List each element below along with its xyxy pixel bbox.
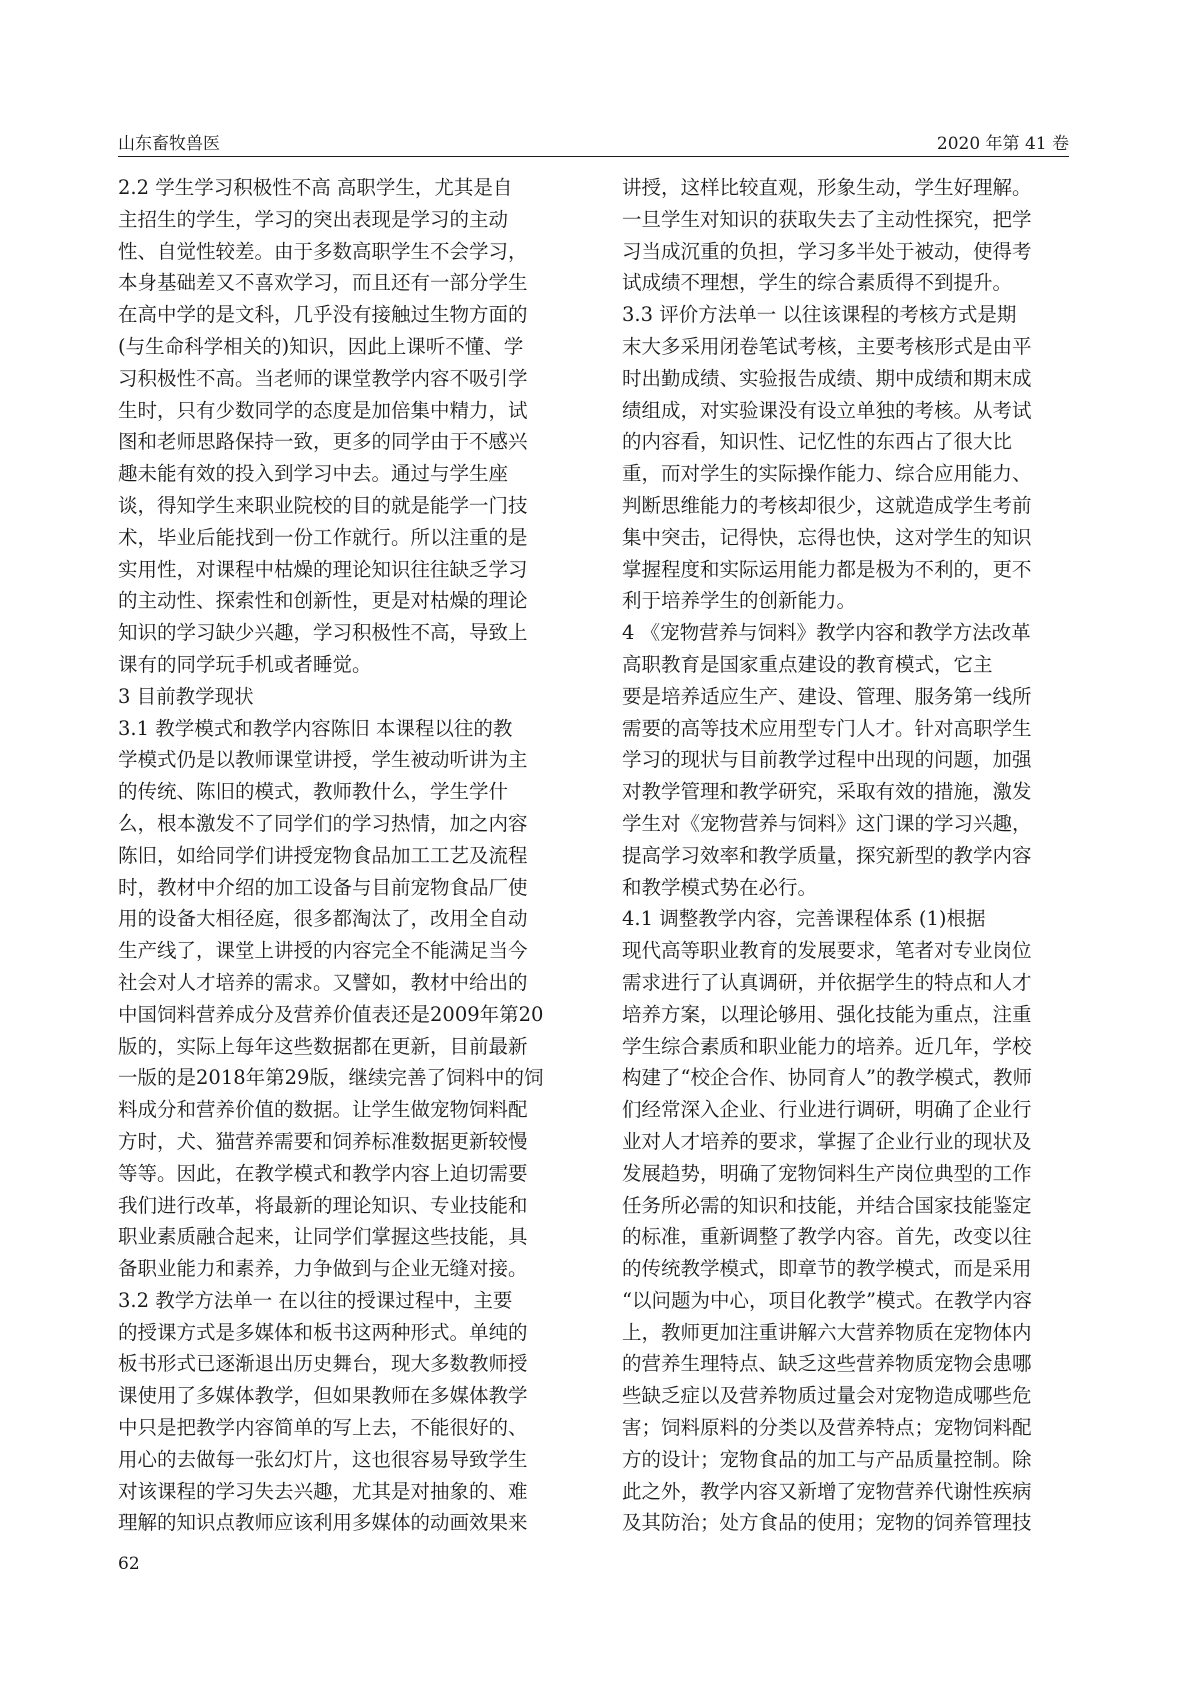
text-line: 习积极性不高。当老师的课堂教学内容不吸引学 <box>118 366 528 390</box>
text-line: 性、自觉性较差。由于多数高职学生不会学习， <box>118 239 528 263</box>
text-line: 等等。因此，在教学模式和教学内容上迫切需要 <box>118 1161 528 1185</box>
text-line: 试成绩不理想，学生的综合素质得不到提升。 <box>622 271 1013 295</box>
text-line: 时出勤成绩、实验报告成绩、期中成绩和期末成 <box>622 366 1032 390</box>
text-line: 学生综合素质和职业能力的培养。近几年，学校 <box>622 1034 1032 1058</box>
text-line: 高职教育是国家重点建设的教育模式，它主 <box>622 652 993 676</box>
text-line: 生时，只有少数同学的态度是加倍集中精力，试 <box>118 398 528 422</box>
text-line: 图和老师思路保持一致，更多的同学由于不感兴 <box>118 430 528 454</box>
text-line: 的传统教学模式，即章节的教学模式，而是采用 <box>622 1257 1032 1281</box>
text-line: 讲授，这样比较直观，形象生动，学生好理解。 <box>622 176 1032 199</box>
text-line: 我们进行改革，将最新的理论知识、专业技能和 <box>118 1193 528 1217</box>
text-line: 的授课方式是多媒体和板书这两种形式。单纯的 <box>118 1320 528 1344</box>
text-line: 掌握程度和实际运用能力都是极为不利的，更不 <box>622 557 1032 581</box>
text-line: 谈，得知学生来职业院校的目的就是能学一门技 <box>118 493 528 517</box>
text-line: 趣未能有效的投入到学习中去。通过与学生座 <box>118 462 509 486</box>
text-line: 的标准，重新调整了教学内容。首先，改变以往 <box>622 1225 1032 1249</box>
text-line: 中只是把教学内容简单的写上去，不能很好的、 <box>118 1416 528 1440</box>
page-number: 62 <box>118 1554 140 1574</box>
text-line: 上，教师更加注重讲解六大营养物质在宠物体内 <box>622 1320 1032 1344</box>
text-line: 需要的高等技术应用型专门人才。针对高职学生 <box>622 716 1032 740</box>
text-line: 发展趋势，明确了宠物饲料生产岗位典型的工作 <box>622 1161 1032 1185</box>
text-line: 3.2 教学方法单一 在以往的授课过程中，主要 <box>118 1288 513 1312</box>
text-line: 对教学管理和教学研究，采取有效的措施，激发 <box>622 780 1032 804</box>
text-line: 课使用了多媒体教学，但如果教师在多媒体教学 <box>118 1384 528 1408</box>
text-line: 用的设备大相径庭，很多都淘汰了，改用全自动 <box>118 907 528 931</box>
text-line: 及其防治；处方食品的使用；宠物的饲养管理技 <box>622 1511 1032 1535</box>
text-line: 业对人才培养的要求，掌握了企业行业的现状及 <box>622 1129 1032 1153</box>
text-line: 么，根本激发不了同学们的学习热情，加之内容 <box>118 811 528 835</box>
text-line: 学模式仍是以教师课堂讲授，学生被动听讲为主 <box>118 748 528 772</box>
journal-name: 山东畜牧兽医 <box>118 134 220 154</box>
text-line: 现代高等职业教育的发展要求，笔者对专业岗位 <box>622 939 1032 963</box>
text-line: 一版的是2018年第29版，继续完善了饲料中的饲 <box>118 1066 544 1090</box>
text-line: 绩组成，对实验课没有设立单独的考核。从考试 <box>622 398 1032 422</box>
text-line: 的主动性、探索性和创新性，更是对枯燥的理论 <box>118 589 528 613</box>
text-line: 的营养生理特点、缺乏这些营养物质宠物会患哪 <box>622 1352 1032 1376</box>
text-line: 害；饲料原料的分类以及营养特点；宠物饲料配 <box>622 1416 1032 1440</box>
text-line: 需求进行了认真调研，并依据学生的特点和人才 <box>622 970 1032 994</box>
text-line: 职业素质融合起来，让同学们掌握这些技能，具 <box>118 1225 528 1249</box>
text-line: 料成分和营养价值的数据。让学生做宠物饲料配 <box>118 1098 528 1122</box>
text-line: 术，毕业后能找到一份工作就行。所以注重的是 <box>118 525 528 549</box>
text-line: 一旦学生对知识的获取失去了主动性探究，把学 <box>622 207 1032 231</box>
text-line: 对该课程的学习失去兴趣，尤其是对抽象的、难 <box>118 1479 528 1503</box>
text-line: 4.1 调整教学内容，完善课程体系 (1)根据 <box>622 907 986 931</box>
text-line: 时，教材中介绍的加工设备与目前宠物食品厂使 <box>118 875 528 899</box>
text-line: 3 目前教学现状 <box>118 684 254 708</box>
text-line: 3.1 教学模式和教学内容陈旧 本课程以往的教 <box>118 716 513 740</box>
text-line: 备职业能力和素养，力争做到与企业无缝对接。 <box>118 1257 528 1281</box>
text-line: 集中突击，记得快，忘得也快，这对学生的知识 <box>622 525 1032 549</box>
text-line: 重，而对学生的实际操作能力、综合应用能力、 <box>622 462 1032 486</box>
text-line: 提高学习效率和教学质量，探究新型的教学内容 <box>622 843 1032 867</box>
text-line: 习当成沉重的负担，学习多半处于被动，使得考 <box>622 239 1032 263</box>
text-line: 要是培养适应生产、建设、管理、服务第一线所 <box>622 684 1032 708</box>
text-line: 构建了“校企合作、协同育人”的教学模式，教师 <box>622 1066 1032 1090</box>
text-line: 社会对人才培养的需求。又譬如，教材中给出的 <box>118 970 528 994</box>
text-line: 学习的现状与目前教学过程中出现的问题，加强 <box>622 748 1032 772</box>
text-line: 3.3 评价方法单一 以往该课程的考核方式是期 <box>622 303 1017 327</box>
text-line: 中国饲料营养成分及营养价值表还是2009年第20 <box>118 1002 544 1026</box>
text-line: 的传统、陈旧的模式，教师教什么，学生学什 <box>118 780 509 804</box>
text-line: 知识的学习缺少兴趣，学习积极性不高，导致上 <box>118 621 528 645</box>
text-line: 版的，实际上每年这些数据都在更新，目前最新 <box>118 1034 528 1058</box>
text-line: 板书形式已逐渐退出历史舞台，现大多数教师授 <box>118 1352 528 1376</box>
text-line: 方时，犬、猫营养需要和饲养标准数据更新较慢 <box>118 1129 528 1153</box>
text-line: 实用性，对课程中枯燥的理论知识往往缺乏学习 <box>118 557 528 581</box>
header-rule <box>118 156 1069 157</box>
text-line: 陈旧，如给同学们讲授宠物食品加工工艺及流程 <box>118 843 528 867</box>
text-line: 用心的去做每一张幻灯片，这也很容易导致学生 <box>118 1447 528 1471</box>
text-line: 判断思维能力的考核却很少，这就造成学生考前 <box>622 493 1032 517</box>
text-line: 方的设计；宠物食品的加工与产品质量控制。除 <box>622 1447 1032 1471</box>
text-line: 末大多采用闭卷笔试考核，主要考核形式是由平 <box>622 334 1032 358</box>
text-line: 们经常深入企业、行业进行调研，明确了企业行 <box>622 1098 1032 1122</box>
left-column <box>118 172 566 1539</box>
issue-info: 2020 年第 41 卷 <box>936 134 1069 154</box>
text-line: 利于培养学生的创新能力。 <box>622 589 857 613</box>
text-line: 主招生的学生，学习的突出表现是学习的主动 <box>118 207 509 231</box>
text-line: 2.2 学生学习积极性不高 高职学生，尤其是自 <box>118 176 513 199</box>
right-column <box>622 172 1070 1539</box>
text-line: 课有的同学玩手机或者睡觉。 <box>118 652 372 676</box>
text-line: 的内容看，知识性、记忆性的东西占了很大比 <box>622 430 1013 454</box>
text-line: 理解的知识点教师应该利用多媒体的动画效果来 <box>118 1511 528 1535</box>
text-line: 些缺乏症以及营养物质过量会对宠物造成哪些危 <box>622 1384 1032 1408</box>
text-line: 学生对《宠物营养与饲料》这门课的学习兴趣， <box>622 811 1032 835</box>
text-line: 生产线了，课堂上讲授的内容完全不能满足当今 <box>118 939 528 963</box>
running-header <box>118 129 1069 153</box>
text-line: 在高中学的是文科，几乎没有接触过生物方面的 <box>118 303 528 327</box>
text-line: “以问题为中心，项目化教学”模式。在教学内容 <box>622 1288 1032 1312</box>
text-line: 4 《宠物营养与饲料》教学内容和教学方法改革 <box>622 621 1031 645</box>
text-line: 此之外，教学内容又新增了宠物营养代谢性疾病 <box>622 1479 1032 1503</box>
text-line: 培养方案，以理论够用、强化技能为重点，注重 <box>622 1002 1032 1026</box>
text-line: 本身基础差又不喜欢学习，而且还有一部分学生 <box>118 271 528 295</box>
text-line: (与生命科学相关的)知识，因此上课听不懂、学 <box>118 334 524 358</box>
text-line: 和教学模式势在必行。 <box>622 875 818 899</box>
text-line: 任务所必需的知识和技能，并结合国家技能鉴定 <box>622 1193 1032 1217</box>
